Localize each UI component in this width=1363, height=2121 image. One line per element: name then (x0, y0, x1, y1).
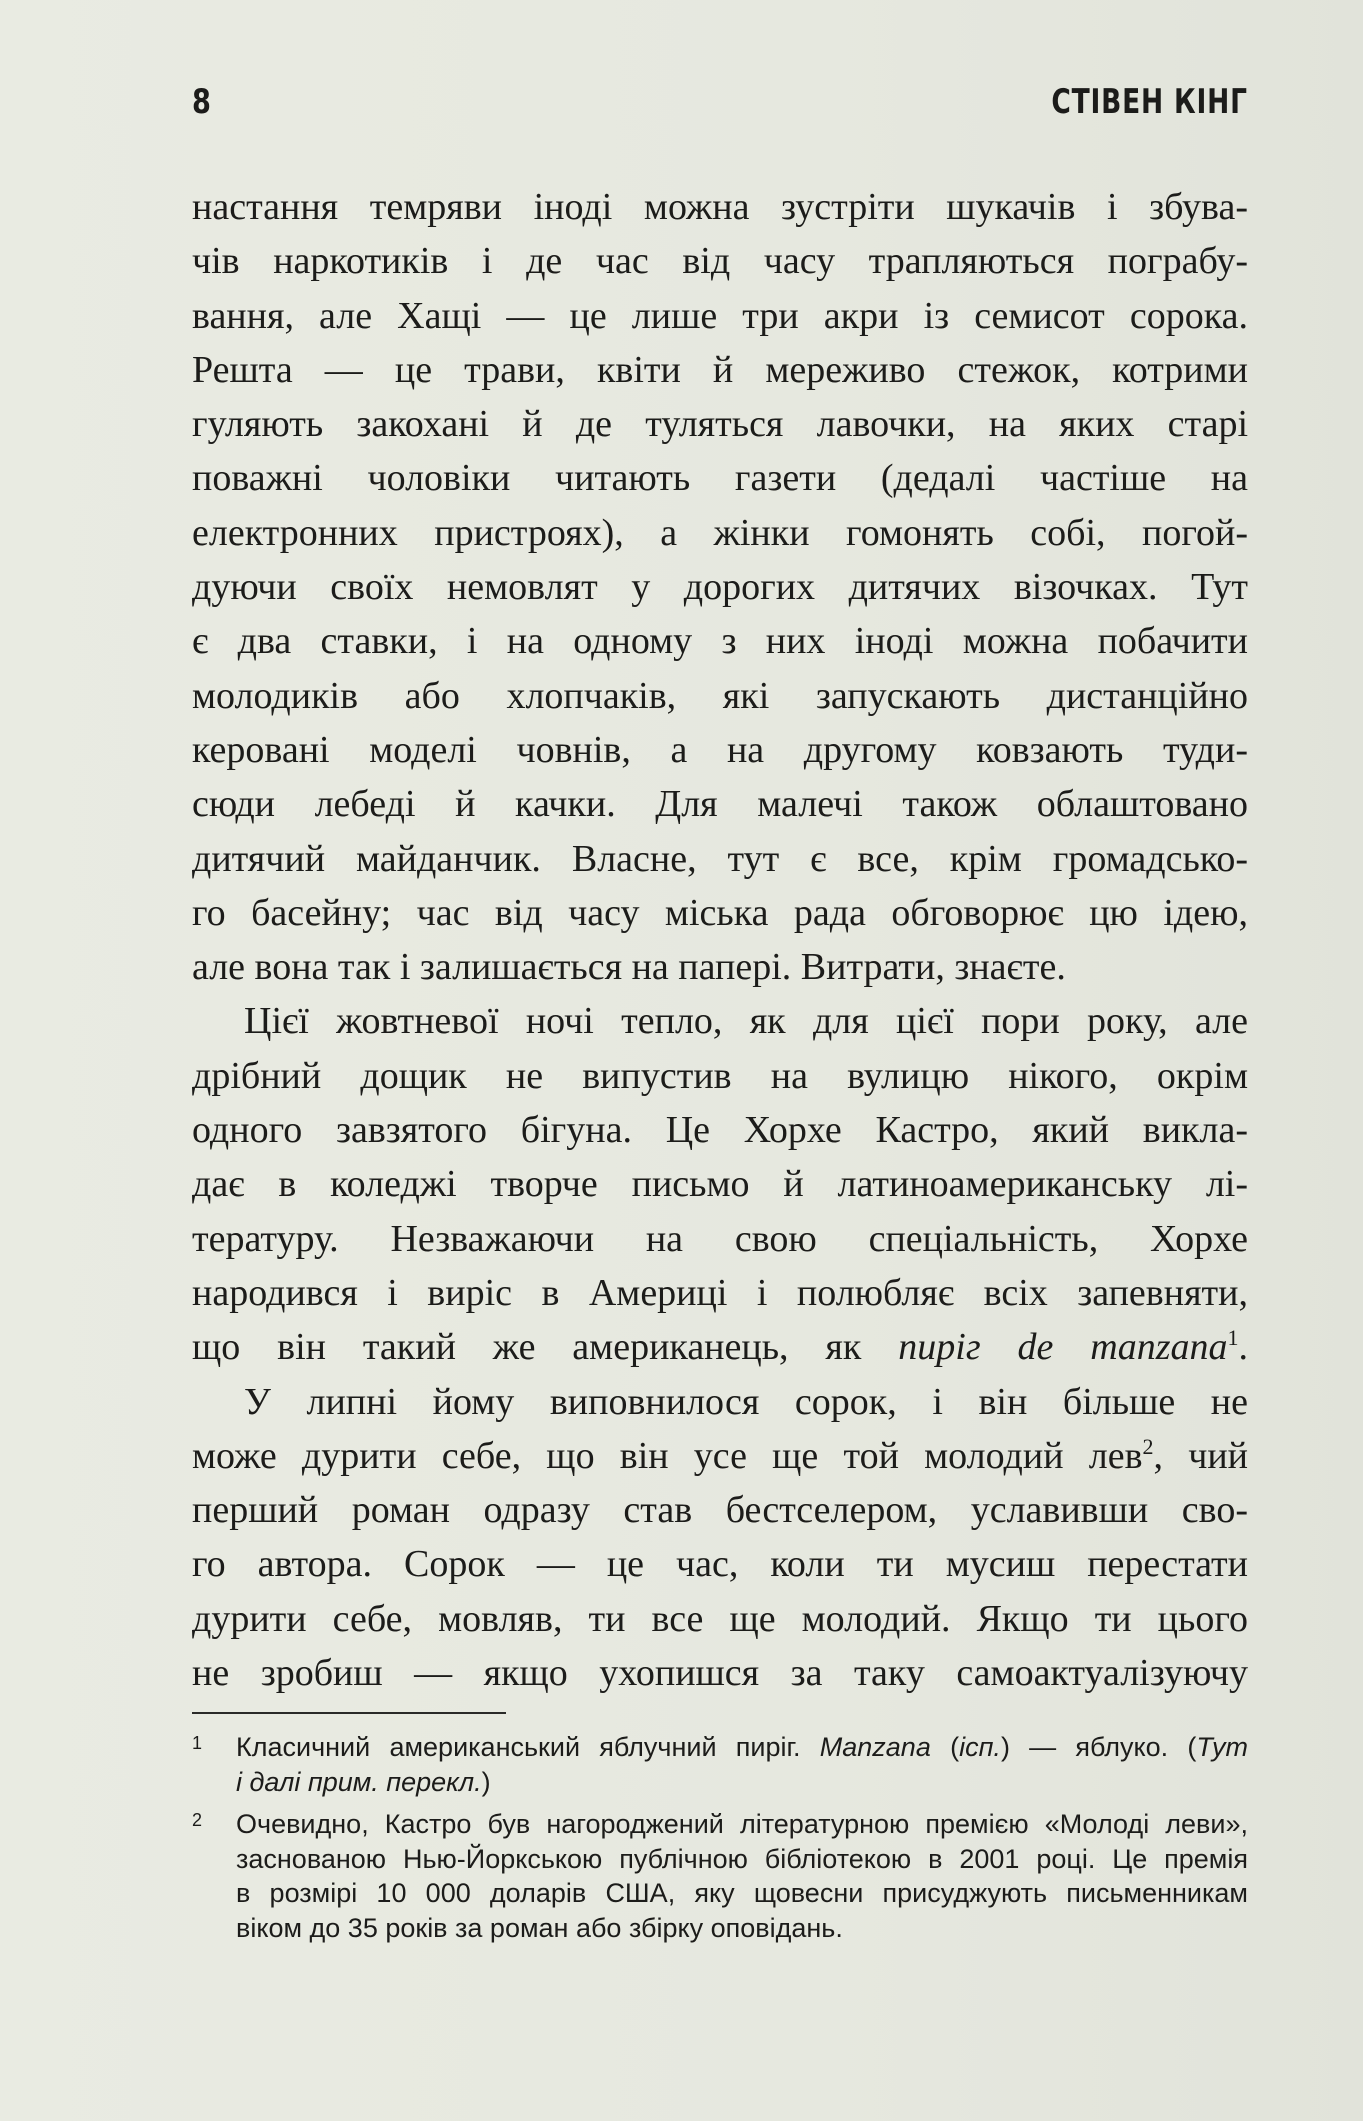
footnote-mark: 2 (192, 1810, 203, 1830)
footnote-divider (192, 1712, 506, 1714)
text-line: го автора. Сорок — це час, коли ти мусиш перестати (192, 1543, 1248, 1586)
footnote-line (236, 1730, 1248, 1765)
footnote-italic: і далі прим. перекл. (236, 1766, 482, 1797)
footnote-text: ) — яблуко. ( (1000, 1732, 1197, 1762)
text-line: вання, але Хащі — це лише три акри із семисот сорока. (192, 294, 1248, 337)
footnote-line (236, 1765, 1248, 1800)
text-line-start: може дурити себе, що він усе ще той молодий лев (192, 1434, 1143, 1477)
text-line: сюди лебеді й качки. Для малечі також облаштовано (192, 783, 1248, 826)
footnote-line: заснованою Нью-Йоркською публічною бібліотекою в 2001 році. Це премія (236, 1843, 1248, 1874)
footnote-italic: ісп. (959, 1732, 1001, 1762)
body-text (192, 180, 1248, 1700)
footnote-text: ) (481, 1766, 491, 1797)
italic-phrase: пиріг de manzana (898, 1326, 1228, 1369)
paragraph (192, 1375, 1248, 1701)
text-line: дурити себе, мовляв, ти все ще молодий. Якщо ти цього (192, 1597, 1248, 1640)
text-line: є два ставки, і на одному з них іноді можна побачити (192, 620, 1248, 663)
footnote-1 (192, 1730, 1248, 1799)
footnote-line: Очевидно, Кастро був нагороджений літературною премією «Молоді леви», (236, 1809, 1248, 1839)
text-line: У липні йому виповнилося сорок, і він більше не (244, 1380, 1248, 1423)
text-line (192, 1320, 1248, 1374)
paragraph (192, 180, 1248, 994)
text-line: але вона так і залишається на папері. Витрати, знаєте. (192, 946, 1066, 989)
footnote-ref-1[interactable]: 1 (1227, 1325, 1239, 1351)
footnote-italic: Manzana (819, 1732, 931, 1762)
text-line: Решта — це трави, квіти й мереживо стежок, котрими (192, 348, 1248, 391)
footnote-mark: 1 (192, 1733, 203, 1753)
text-line: дуючи своїх немовлят у дорогих дитячих візочках. Тут (192, 566, 1248, 609)
text-line: перший роман одразу став бестселером, уславивши сво- (192, 1489, 1248, 1532)
text-line: дає в коледжі творче письмо й латиноамериканську лі- (192, 1163, 1248, 1206)
text-line: чів наркотиків і де час від часу трапляються пограбу- (192, 240, 1248, 283)
text-line: го басейну; час від часу міська рада обговорює цю ідею, (192, 891, 1248, 934)
text-line: одного завзятого бігуна. Це Хорхе Кастро, який викла- (192, 1109, 1248, 1152)
page-number: 8 (192, 82, 212, 122)
text-line: гуляють закохані й де туляться лавочки, на яких старі (192, 403, 1248, 446)
text-line: керовані моделі човнів, а на другому ковзають туди- (192, 728, 1248, 771)
paragraph (192, 994, 1248, 1374)
text-line: настання темряви іноді можна зустріти шукачів і збува- (192, 186, 1248, 228)
text-line: не зробиш — якщо ухопишся за таку самоактуалізуючу (192, 1652, 1248, 1695)
text-line: молодиків або хлопчаків, які запускають дистанційно (192, 674, 1248, 717)
footnote-line: віком до 35 років за роман або збірку оповідань. (236, 1912, 843, 1943)
footnote-text: Класичний американський яблучний пиріг. (236, 1732, 801, 1762)
text-line: тературу. Незважаючи на свою спеціальність, Хорхе (192, 1217, 1248, 1260)
text-line: дрібний дощик не випустив на вулицю нікого, окрім (192, 1054, 1248, 1097)
text-line-start: що він такий же американець, як (192, 1326, 862, 1369)
text-line (192, 1429, 1248, 1483)
running-head-author: СТІВЕН КІНГ (1051, 82, 1248, 122)
footnote-line: в розмірі 10 000 доларів США, яку щовесни присуджують письменникам (236, 1878, 1248, 1908)
text-line: Цієї жовтневої ночі тепло, як для цієї пори року, але (244, 1000, 1248, 1043)
text-line: електронних пристроях), а жінки гомонять собі, погой- (192, 511, 1248, 554)
footnote-text: ( (950, 1732, 960, 1762)
text-line: народився і виріс в Америці і полюбляє всіх запевняти, (192, 1271, 1248, 1314)
text-line: дитячий майданчик. Власне, тут є все, крім громадсько- (192, 837, 1248, 880)
footnotes (192, 1730, 1248, 1953)
footnote-ref-2[interactable]: 2 (1142, 1433, 1154, 1459)
running-head (192, 82, 1248, 126)
footnote-italic: Тут (1196, 1732, 1248, 1762)
line-end: , чий (1153, 1434, 1248, 1477)
text-line: поважні чоловіки читають газети (дедалі частіше на (192, 457, 1248, 500)
line-end-punct: . (1238, 1326, 1249, 1369)
footnote-2 (192, 1807, 1248, 1945)
